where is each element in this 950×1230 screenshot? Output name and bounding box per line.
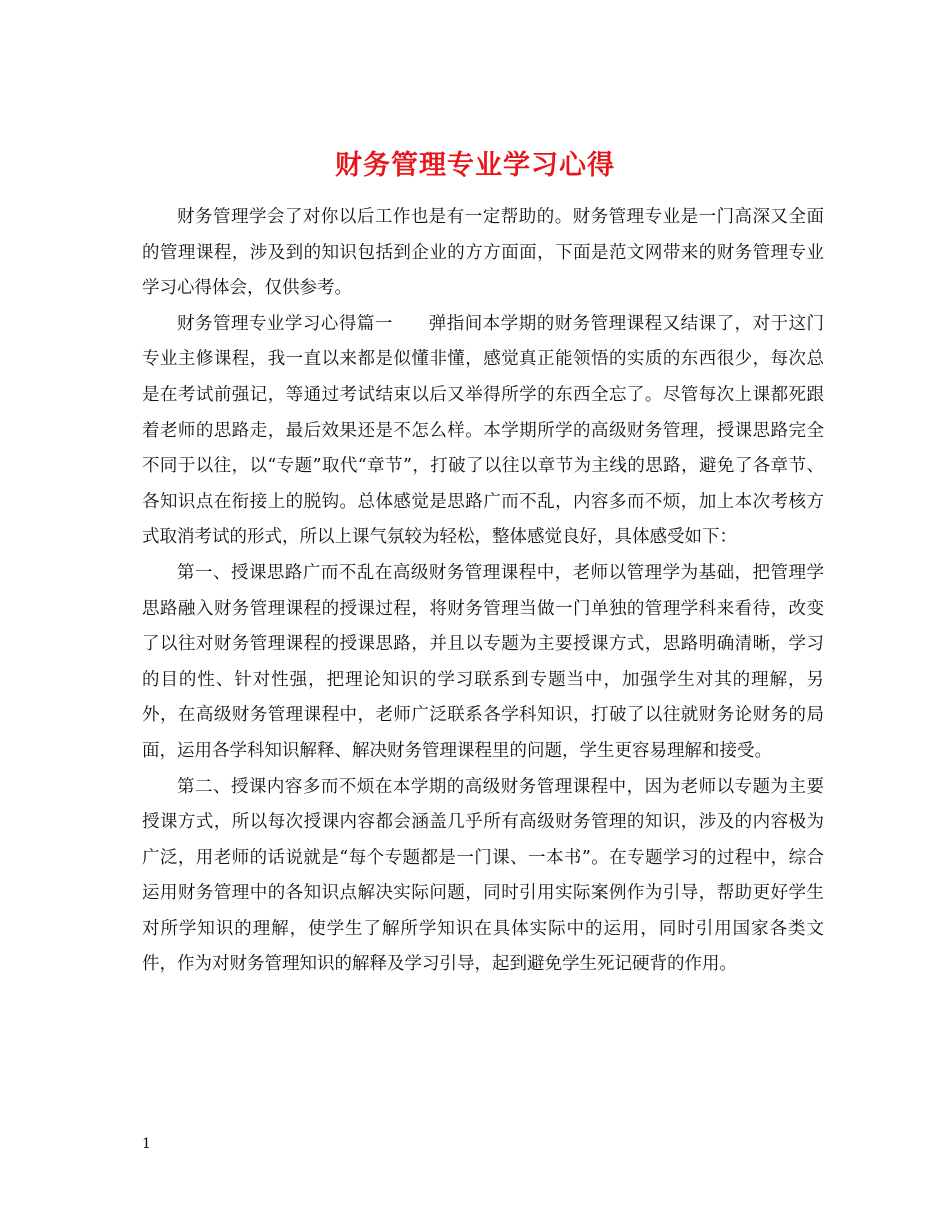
- paragraph-second-point: 第二、授课内容多而不烦在本学期的高级财务管理课程中，因为老师以专题为主要授课方式，所以每次授课内容都会涵盖几乎所有高级财务管理的知识，涉及的内容极为广泛，用老师的话说就是“每个专题都是一门课、一本书”。在专题学习的过程中，综合运用财务管理中的各知识点解决实际问题，同时引用实际案例作为引导，帮助更好学生对所学知识的理解，使学生了解所学知识在具体实际中的运用，同时引用国家各类文件，作为对财务管理知识的解释及学习引导，起到避免学生死记硬背的作用。: [142, 776, 824, 975]
- document-title: 财务管理专业学习心得: [335, 150, 615, 182]
- paragraph-part-one: 财务管理专业学习心得篇一 弹指间本学期的财务管理课程又结课了，对于这门专业主修课程，我一直以来都是似懂非懂，感觉真正能领悟的实质的东西很少，每次总是在考试前强记，等通过考试结束以后又举得所学的东西全忘了。尽管每次上课都死跟着老师的思路走，最后效果还是不怎么样。本学期所学的高级财务管理，授课思路完全不同于以往，以“专题”取代“章节”，打破了以往以章节为主线的思路，避免了各章节、各知识点在衔接上的脱钩。总体感觉是思路广而不乱，内容多而不烦，加上本次考核方式取消考试的形式，所以上课气氛较为轻松，整体感觉良好，具体感受如下：: [142, 313, 824, 548]
- page-number: 1: [142, 1136, 151, 1152]
- document-body: [142, 200, 824, 983]
- paragraph-intro: 财务管理学会了对你以后工作也是有一定帮助的。财务管理专业是一门高深又全面的管理课程，涉及到的知识包括到企业的方方面面，下面是范文网带来的财务管理专业学习心得体会，仅供参考。: [142, 207, 824, 299]
- paragraph-first-point: 第一、授课思路广而不乱在高级财务管理课程中，老师以管理学为基础，把管理学思路融入财务管理课程的授课过程，将财务管理当做一门单独的管理学科来看待，改变了以往对财务管理课程的授课思路，并且以专题为主要授课方式，思路明确清晰，学习的目的性、针对性强，把理论知识的学习联系到专题当中，加强学生对其的理解，另外，在高级财务管理课程中，老师广泛联系各学科知识，打破了以往就财务论财务的局面，运用各学科知识解释、解决财务管理课程里的问题，学生更容易理解和接受。: [142, 562, 824, 761]
